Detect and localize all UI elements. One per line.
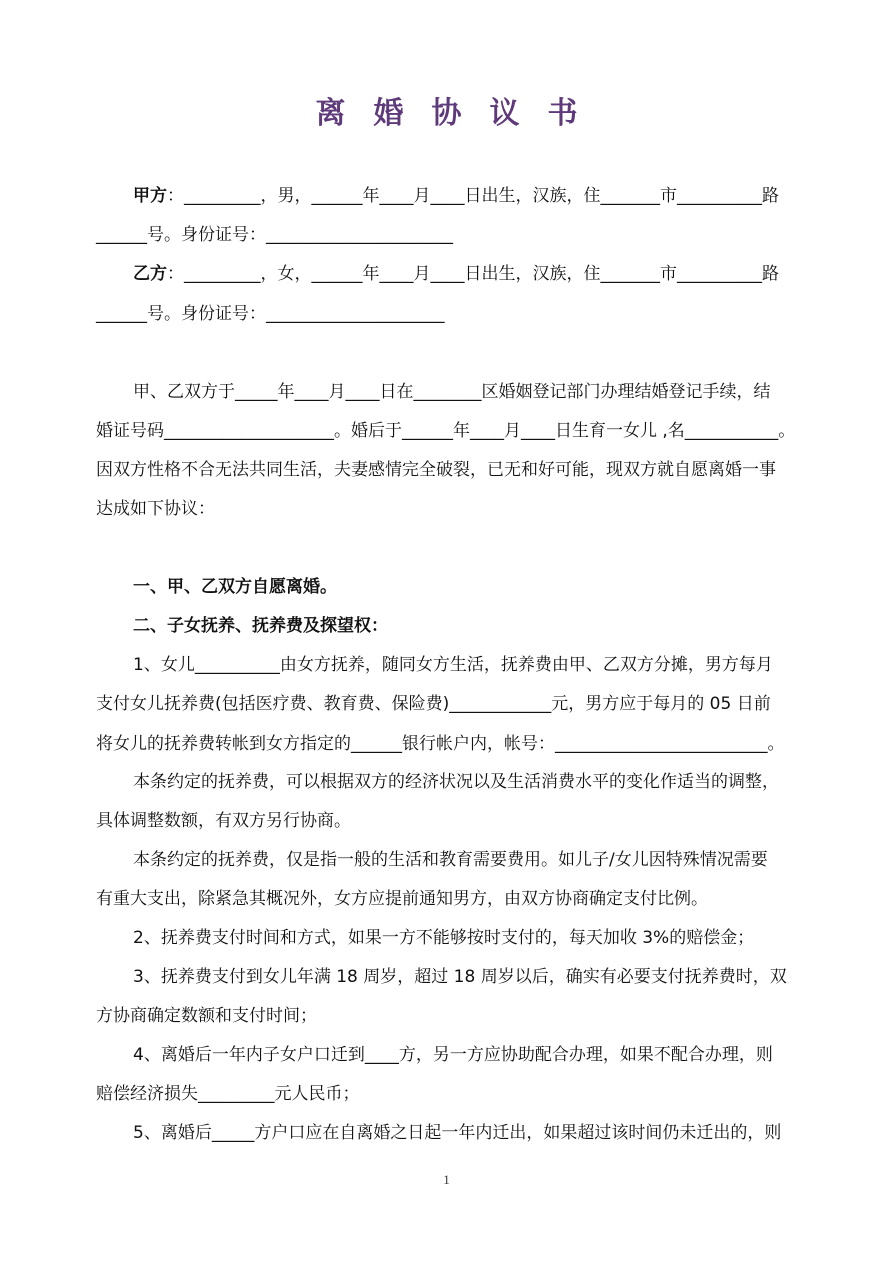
- clause-1-line-2: 支付女儿抚养费(包括医疗费、教育费、保险费)____________元，男方应于每月的 05 日前: [96, 694, 771, 714]
- document-title: 离婚协议书: [315, 96, 606, 131]
- clause-4-line-1: 4、离婚后一年内子女户口迁到____方，另一方应协助配合办理，如果不配合办理，则: [133, 1045, 773, 1065]
- clause-5-line-1: 5、离婚后_____方户口应在自离婚之日起一年内迁出，如果超过该时间仍未迁出的，则: [133, 1123, 782, 1143]
- clause-3-line-1: 3、抚养费支付到女儿年满 18 周岁，超过 18 周岁以后，确实有必要支付抚养费时，双: [133, 967, 787, 987]
- intro-line-3: 因双方性格不合无法共同生活，夫妻感情完全破裂，已无和好可能，现双方就自愿离婚一事: [96, 460, 776, 480]
- intro-line-2: 婚证号码____________________。婚后于______年____月____日生育一女儿 ,名___________。: [96, 421, 796, 441]
- party-a-line-1-text: ：_________，男，______年____月____日出生，汉族，住_______市__________路: [167, 186, 779, 206]
- note-2-line-2: 有重大支出，除紧急其概况外，女方应提前通知男方，由双方协商确定支付比例。: [96, 889, 708, 909]
- clause-3-line-2: 方协商确定数额和支付时间；: [96, 1006, 317, 1026]
- clause-1-line-3: 将女儿的抚养费转帐到女方指定的______银行帐户内，帐号：_________________________。: [96, 734, 785, 754]
- note-1-line-1: 本条约定的抚养费，可以根据双方的经济状况以及生活消费水平的变化作适当的调整，: [133, 772, 779, 792]
- party-a-label: 甲方: [133, 186, 167, 206]
- note-1-line-2: 具体调整数额，有双方另行协商。: [96, 811, 351, 831]
- party-b-label: 乙方: [133, 264, 167, 284]
- party-a-line-1: [133, 184, 816, 208]
- note-2-line-1: 本条约定的抚养费，仅是指一般的生活和教育需要费用。如儿子/女儿因特殊情况需要: [133, 850, 768, 870]
- intro-line-1: 甲、乙双方于_____年____月____日在________区婚姻登记部门办理结婚登记手续，结: [133, 382, 771, 402]
- section-heading-2: 二、子女抚养、抚养费及探望权：: [133, 616, 388, 636]
- clause-1-line-1: 1、女儿__________由女方抚养，随同女方生活，抚养费由甲、乙双方分摊，男方每月: [133, 655, 773, 675]
- section-heading-1: 一、甲、乙双方自愿离婚。: [133, 577, 337, 597]
- party-b-line-2: ______号。身份证号：_____________________: [96, 304, 445, 324]
- party-a-line-2: ______号。身份证号：______________________: [96, 225, 453, 245]
- party-b-line-1-text: ：_________，女，______年____月____日出生，汉族，住_______市__________路: [167, 264, 779, 284]
- party-b-line-1: [133, 262, 816, 286]
- clause-2: 2、抚养费支付时间和方式，如果一方不能够按时支付的，每天加收 3%的赔偿金；: [133, 928, 755, 948]
- clause-4-line-2: 赔偿经济损失_________元人民币；: [96, 1084, 360, 1104]
- page-number: 1: [443, 1172, 450, 1187]
- intro-line-4: 达成如下协议：: [96, 499, 215, 519]
